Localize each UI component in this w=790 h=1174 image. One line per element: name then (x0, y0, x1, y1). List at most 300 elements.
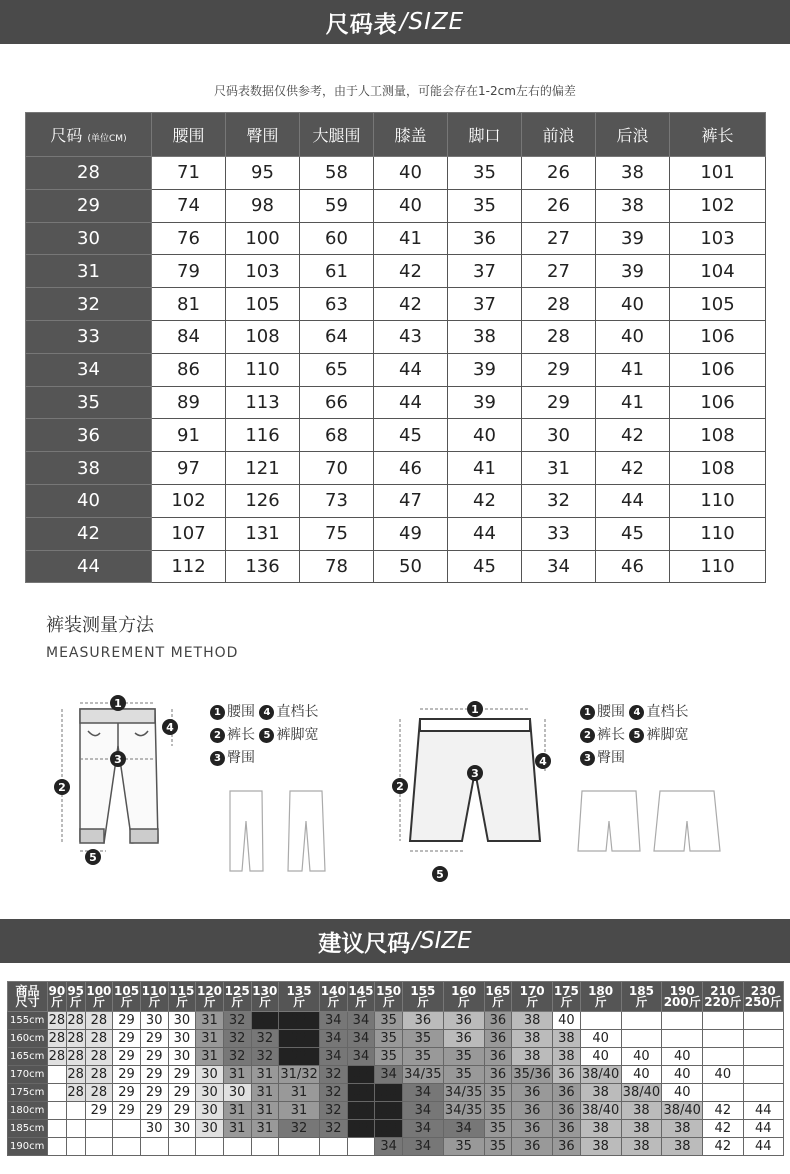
size-table-row (26, 386, 766, 419)
measurement-cell: 29 (522, 386, 596, 419)
height-cell: 190cm (8, 1138, 48, 1156)
recommend-cell: 40 (703, 1066, 743, 1084)
recommend-cell: 29 (140, 1102, 168, 1120)
size-table-row (26, 189, 766, 222)
recommend-cell (319, 1138, 347, 1156)
measurement-cell: 40 (596, 320, 670, 353)
recommend-row (8, 1120, 784, 1138)
height-cell: 185cm (8, 1120, 48, 1138)
recommend-cell: 29 (113, 1066, 141, 1084)
size-table-row (26, 419, 766, 452)
recommend-cell: 33 (347, 1120, 375, 1138)
recommend-row (8, 1066, 784, 1084)
recommend-cell: 35 (402, 1048, 443, 1066)
measurement-cell: 39 (448, 353, 522, 386)
measurement-cell: 103 (226, 255, 300, 288)
recommend-cell: 33 (375, 1120, 403, 1138)
measurement-cell: 31 (522, 452, 596, 485)
weight-header: 115 斤 (168, 982, 196, 1012)
recommend-cell: 36 (512, 1138, 553, 1156)
legend-leg-opening: 裤脚宽 (646, 727, 689, 744)
measurement-cell: 71 (152, 157, 226, 190)
pants-diagram-svg (0, 661, 790, 901)
recommend-cell: 30 (168, 1048, 196, 1066)
recommend-cell: 30 (196, 1120, 224, 1138)
recommend-cell: 28 (85, 1066, 113, 1084)
measurement-cell: 39 (596, 222, 670, 255)
recommend-cell: 28 (85, 1030, 113, 1048)
measurement-cell: 97 (152, 452, 226, 485)
measurement-cell: 49 (374, 517, 448, 550)
measurement-cell: 131 (226, 517, 300, 550)
weight-header: 135 斤 (279, 982, 320, 1012)
legend-hip: 臀围 (227, 750, 255, 767)
measurement-method-heading (46, 611, 790, 661)
recommend-cell: 36 (553, 1138, 581, 1156)
recommend-cell: 32 (223, 1030, 251, 1048)
size-table-row (26, 255, 766, 288)
pants-legend: 1 腰围 4 直档长 2 裤长 5 裤脚宽 3 臀围 (210, 701, 318, 770)
recommend-cell: 34 (402, 1138, 443, 1156)
measurement-cell: 81 (152, 288, 226, 321)
recommend-table (7, 981, 784, 1156)
recommend-cell (66, 1102, 85, 1120)
recommend-cell: 38 (553, 1030, 581, 1048)
recommend-cell: 40 (580, 1048, 621, 1066)
measurement-cell: 105 (226, 288, 300, 321)
recommend-cell: 30 (168, 1012, 196, 1030)
recommend-cell: 29 (168, 1084, 196, 1102)
recommend-cell: 33 (251, 1012, 279, 1030)
measurement-cell: 28 (522, 320, 596, 353)
recommend-cell: 35 (443, 1138, 484, 1156)
recommend-cell: 31 (196, 1030, 224, 1048)
recommend-cell: 29 (140, 1066, 168, 1084)
measurement-cell: 75 (300, 517, 374, 550)
measurement-cell: 63 (300, 288, 374, 321)
size-table-row (26, 320, 766, 353)
recommend-cell: 28 (48, 1031, 66, 1046)
measurement-cell: 102 (152, 484, 226, 517)
measurement-cell: 44 (374, 353, 448, 386)
measurement-cell: 37 (448, 255, 522, 288)
measurement-cell: 40 (374, 189, 448, 222)
column-header: 裤长 (670, 113, 766, 157)
measurement-cell: 42 (596, 452, 670, 485)
size-cell: 29 (26, 189, 152, 222)
recommend-cell: 36 (553, 1120, 581, 1138)
recommend-cell (85, 1138, 113, 1156)
height-cell: 155cm (8, 1012, 48, 1030)
size-table-row (26, 452, 766, 485)
recommend-cell: 33 (347, 1102, 375, 1120)
marker-3: 3 (114, 753, 122, 767)
recommend-cell: 34 (402, 1102, 443, 1120)
measurement-cell: 106 (670, 320, 766, 353)
recommend-cell: 30 (168, 1030, 196, 1048)
recommend-cell: 38 (621, 1102, 662, 1120)
recommend-cell (621, 1012, 662, 1030)
recommend-cell: 32 (319, 1120, 347, 1138)
measurement-cell: 39 (596, 255, 670, 288)
legend-hip: 臀围 (597, 750, 625, 767)
recommend-cell: 29 (140, 1030, 168, 1048)
marker-1: 1 (114, 697, 122, 711)
recommend-cell: 33 (375, 1102, 403, 1120)
measurement-cell: 136 (226, 550, 300, 583)
recommend-cell: 29 (113, 1084, 141, 1102)
method-title-zh: 裤装测量方法 (46, 615, 154, 637)
shorts-marker-1: 1 (471, 703, 479, 717)
recommend-cell: 28 (48, 1013, 66, 1028)
size-label: 尺码 (50, 126, 83, 145)
height-cell: 160cm (8, 1030, 48, 1048)
column-header: 腰围 (152, 113, 226, 157)
recommend-cell (223, 1138, 251, 1156)
measurement-cell: 79 (152, 255, 226, 288)
measurement-cell: 68 (300, 419, 374, 452)
recommend-cell: 31 (196, 1012, 224, 1030)
measurement-cell: 26 (522, 189, 596, 222)
recommend-cell (48, 1138, 67, 1156)
recommend-cell: 36 (484, 1066, 512, 1084)
method-title-en: MEASUREMENT METHOD (46, 645, 239, 662)
recommend-cell: 36 (553, 1102, 581, 1120)
recommend-cell: 38 (512, 1048, 553, 1066)
measurement-cell: 40 (448, 419, 522, 452)
measurement-cell: 106 (670, 386, 766, 419)
measurement-cell: 126 (226, 484, 300, 517)
recommend-cell: 35 (484, 1102, 512, 1120)
corner-header: 商品 尺寸 (8, 982, 48, 1012)
legend-rise: 直档长 (646, 704, 689, 721)
recommend-cell: 40 (662, 1084, 703, 1102)
header-title-zh: 尺码表 (325, 11, 398, 38)
size-table-row (26, 550, 766, 583)
recommend-cell (66, 1120, 85, 1138)
marker-5: 5 (89, 851, 97, 865)
recommend-cell: 44 (743, 1120, 783, 1138)
recommend-cell: 36 (484, 1012, 512, 1030)
size-cell: 33 (26, 320, 152, 353)
weight-header: 175 斤 (553, 982, 581, 1012)
weight-header: 155 斤 (402, 982, 443, 1012)
size-cell: 44 (26, 550, 152, 583)
column-header: 臀围 (226, 113, 300, 157)
measurement-cell: 60 (300, 222, 374, 255)
measurement-cell: 44 (374, 386, 448, 419)
weight-header: 210 220斤 (703, 982, 743, 1012)
recommend-header-row (8, 982, 784, 1012)
recommend-cell (168, 1138, 196, 1156)
recommend-cell: 28 (48, 1049, 66, 1064)
recommend-cell: 34 (402, 1120, 443, 1138)
disclaimer-note: 尺码表数据仅供参考，由于人工测量，可能会存在1-2cm左右的偏差 (214, 84, 576, 98)
marker-4: 4 (166, 721, 174, 735)
measurement-cell: 58 (300, 157, 374, 190)
measurement-cell: 45 (374, 419, 448, 452)
recommend-cell: 29 (113, 1012, 141, 1030)
recommend-cell: 28 (67, 1049, 84, 1064)
height-cell: 175cm (8, 1084, 48, 1102)
recommend-cell: 33 (279, 1048, 320, 1066)
recommend-cell: 28 (85, 1048, 113, 1066)
measurement-cell: 45 (448, 550, 522, 583)
measurement-cell: 45 (596, 517, 670, 550)
measurement-cell: 102 (670, 189, 766, 222)
weight-header: 95 斤 (66, 982, 85, 1012)
size-cell: 30 (26, 222, 152, 255)
column-header: 前浪 (522, 113, 596, 157)
measurement-cell: 47 (374, 484, 448, 517)
legend-rise: 直档长 (276, 704, 319, 721)
recommend-cell: 38 (621, 1120, 662, 1138)
measurement-cell: 59 (300, 189, 374, 222)
recommend-cell: 35 (443, 1048, 484, 1066)
recommend-cell: 42 (703, 1120, 743, 1138)
recommend-cell: 34/35 (404, 1067, 442, 1082)
recommend-cell: 32 (319, 1084, 347, 1102)
recommend-cell: 31 (251, 1084, 279, 1102)
weight-header: 190 200斤 (662, 982, 703, 1012)
measurement-cell: 74 (152, 189, 226, 222)
marker-2: 2 (58, 781, 66, 795)
measurement-cell: 89 (152, 386, 226, 419)
measurement-cell: 110 (670, 517, 766, 550)
recommend-cell: 32 (319, 1066, 347, 1084)
size-cell: 34 (26, 353, 152, 386)
recommend-cell: 38/40 (663, 1103, 701, 1118)
header-banner (0, 0, 790, 44)
recommend-cell: 28 (67, 1031, 84, 1046)
measurement-cell: 110 (670, 550, 766, 583)
recommend-cell (662, 1030, 703, 1048)
measurement-cell: 35 (448, 189, 522, 222)
column-header: 后浪 (596, 113, 670, 157)
recommend-cell: 33 (375, 1084, 403, 1102)
measurement-cell: 91 (152, 419, 226, 452)
measurement-cell: 104 (670, 255, 766, 288)
recommend-cell: 36 (443, 1030, 484, 1048)
recommend-cell: 34 (443, 1120, 484, 1138)
measurement-cell: 98 (226, 189, 300, 222)
recommend-cell (662, 1012, 703, 1030)
size-column-header (26, 113, 152, 157)
recommend-cell (279, 1138, 320, 1156)
recommend-cell: 34 (375, 1138, 403, 1156)
unit-label: (单位CM) (87, 134, 127, 144)
recommend-cell: 32 (319, 1102, 347, 1120)
recommend-cell: 36 (512, 1102, 553, 1120)
weight-header: 110 斤 (140, 982, 168, 1012)
weight-header: 120 斤 (196, 982, 224, 1012)
measurement-cell: 40 (374, 157, 448, 190)
recommend-cell (703, 1048, 743, 1066)
recommend-cell: 34 (347, 1048, 375, 1066)
recommend-cell (743, 1048, 783, 1066)
recommend-cell: 34 (347, 1030, 375, 1048)
recommend-cell: 38 (553, 1048, 581, 1066)
weight-header: 180 斤 (580, 982, 621, 1012)
recommend-cell: 31 (196, 1048, 224, 1066)
recommend-cell (251, 1138, 279, 1156)
weight-header: 185 斤 (621, 982, 662, 1012)
measurement-cell: 95 (226, 157, 300, 190)
legend-waist: 腰围 (227, 704, 255, 721)
size-table-row (26, 353, 766, 386)
recommend-cell: 28 (67, 1013, 84, 1028)
recommend-cell: 29 (140, 1084, 168, 1102)
recommend-cell: 34/35 (444, 1103, 483, 1118)
recommend-cell: 38 (662, 1120, 703, 1138)
recommend-cell: 35 (484, 1120, 512, 1138)
measurement-cell: 44 (448, 517, 522, 550)
recommend-cell: 38 (580, 1138, 621, 1156)
weight-header: 100 斤 (85, 982, 113, 1012)
recommend-cell: 32 (279, 1120, 320, 1138)
recommend-cell (743, 1084, 783, 1102)
recommend-cell: 28 (85, 1084, 113, 1102)
shorts-marker-4: 4 (539, 755, 547, 769)
recommend-cell (347, 1138, 375, 1156)
measurement-cell: 70 (300, 452, 374, 485)
size-cell: 28 (26, 157, 152, 190)
measurement-cell: 101 (670, 157, 766, 190)
size-cell: 32 (26, 288, 152, 321)
shorts-legend: 1 腰围 4 直档长 2 裤长 5 裤脚宽 3 臀围 (580, 701, 688, 770)
recommend-cell: 30 (140, 1012, 168, 1030)
shorts-marker-5: 5 (436, 868, 444, 882)
recommend-cell: 31 (251, 1066, 279, 1084)
recommend-cell: 35 (484, 1138, 512, 1156)
recommend-cell: 28 (67, 1067, 84, 1082)
recommend-cell: 38/40 (622, 1085, 661, 1100)
recommend-cell: 32 (251, 1030, 279, 1048)
recommend-cell: 36 (512, 1120, 553, 1138)
measurement-cell: 41 (448, 452, 522, 485)
measurement-cell: 41 (596, 386, 670, 419)
recommend-cell: 35 (375, 1012, 403, 1030)
measurement-diagrams (0, 661, 790, 901)
recommend-cell: 29 (113, 1048, 141, 1066)
measurement-cell: 113 (226, 386, 300, 419)
measurement-cell: 103 (670, 222, 766, 255)
recommend-cell (113, 1138, 141, 1156)
recommend-cell: 36 (443, 1012, 484, 1030)
recommend-row (8, 1030, 784, 1048)
measurement-cell: 38 (596, 189, 670, 222)
measurement-cell: 110 (226, 353, 300, 386)
recommend-cell: 38 (512, 1030, 553, 1048)
measurement-cell: 42 (374, 288, 448, 321)
measurement-cell: 106 (670, 353, 766, 386)
size-cell: 36 (26, 419, 152, 452)
measurement-cell: 34 (522, 550, 596, 583)
measurement-cell: 28 (522, 288, 596, 321)
recommend-cell: 31 (251, 1102, 279, 1120)
weight-header: 170 斤 (512, 982, 553, 1012)
measurement-cell: 35 (448, 157, 522, 190)
recommend-cell: 31 (223, 1066, 251, 1084)
measurement-cell: 46 (374, 452, 448, 485)
recommend-cell: 34 (347, 1012, 375, 1030)
recommend-cell: 29 (168, 1102, 196, 1120)
recommend-cell (743, 1066, 783, 1084)
recommend-cell (48, 1102, 67, 1120)
recommend-cell: 40 (662, 1048, 703, 1066)
recommend-cell: 30 (223, 1084, 251, 1102)
column-header: 大腿围 (300, 113, 374, 157)
weight-header: 145 斤 (347, 982, 375, 1012)
recommend-cell: 29 (113, 1102, 141, 1120)
recommend-cell: 36 (553, 1084, 581, 1102)
recommend-cell: 38/40 (581, 1067, 620, 1082)
header-title-en: /SIZE (399, 9, 465, 35)
recommend-cell: 38/40 (581, 1103, 620, 1118)
measurement-cell: 100 (226, 222, 300, 255)
weight-header: 160 斤 (443, 982, 484, 1012)
recommend-cell (140, 1138, 168, 1156)
measurement-cell: 66 (300, 386, 374, 419)
recommend-cell: 35/36 (513, 1067, 551, 1082)
size-cell: 38 (26, 452, 152, 485)
recommend-cell: 30 (168, 1120, 196, 1138)
pants-sketches (230, 791, 325, 871)
measurement-cell: 41 (374, 222, 448, 255)
recommend-cell (743, 1030, 783, 1048)
measurement-cell: 50 (374, 550, 448, 583)
recommend-cell (703, 1012, 743, 1030)
recommend-cell: 44 (743, 1102, 783, 1120)
recommend-cell (48, 1120, 67, 1138)
shorts-sketches (578, 791, 720, 851)
size-cell: 35 (26, 386, 152, 419)
weight-header: 125 斤 (223, 982, 251, 1012)
long-pants-drawing (80, 709, 158, 843)
recommend-cell: 32 (223, 1012, 251, 1030)
measurement-cell: 30 (522, 419, 596, 452)
measurement-cell: 108 (670, 419, 766, 452)
shorts-marker-2: 2 (396, 780, 404, 794)
recommend-cell: 31/32 (280, 1067, 318, 1082)
recommend-row (8, 1012, 784, 1030)
recommend-cell: 42 (703, 1102, 743, 1120)
recommend-cell: 34 (319, 1030, 347, 1048)
recommend-cell (66, 1138, 85, 1156)
recommend-cell: 35 (375, 1048, 403, 1066)
recommend-cell: 38 (512, 1012, 553, 1030)
measurement-cell: 108 (226, 320, 300, 353)
recommend-cell: 38 (662, 1138, 703, 1156)
recommend-cell: 28 (67, 1085, 84, 1100)
recommend-cell: 31 (251, 1120, 279, 1138)
measurement-cell: 32 (522, 484, 596, 517)
recommend-row (8, 1048, 784, 1066)
recommend-cell: 31 (279, 1084, 320, 1102)
measurement-cell: 107 (152, 517, 226, 550)
shorts-marker-3: 3 (471, 767, 479, 781)
recommend-row (8, 1102, 784, 1120)
recommend-cell: 29 (140, 1048, 168, 1066)
recommend-cell: 40 (580, 1030, 621, 1048)
recommend-cell: 35 (443, 1066, 484, 1084)
recommend-cell: 31 (223, 1120, 251, 1138)
recommend-cell: 29 (168, 1066, 196, 1084)
measurement-cell: 73 (300, 484, 374, 517)
recommend-cell (48, 1084, 67, 1102)
recommend-cell: 33 (347, 1084, 375, 1102)
measurement-cell: 64 (300, 320, 374, 353)
